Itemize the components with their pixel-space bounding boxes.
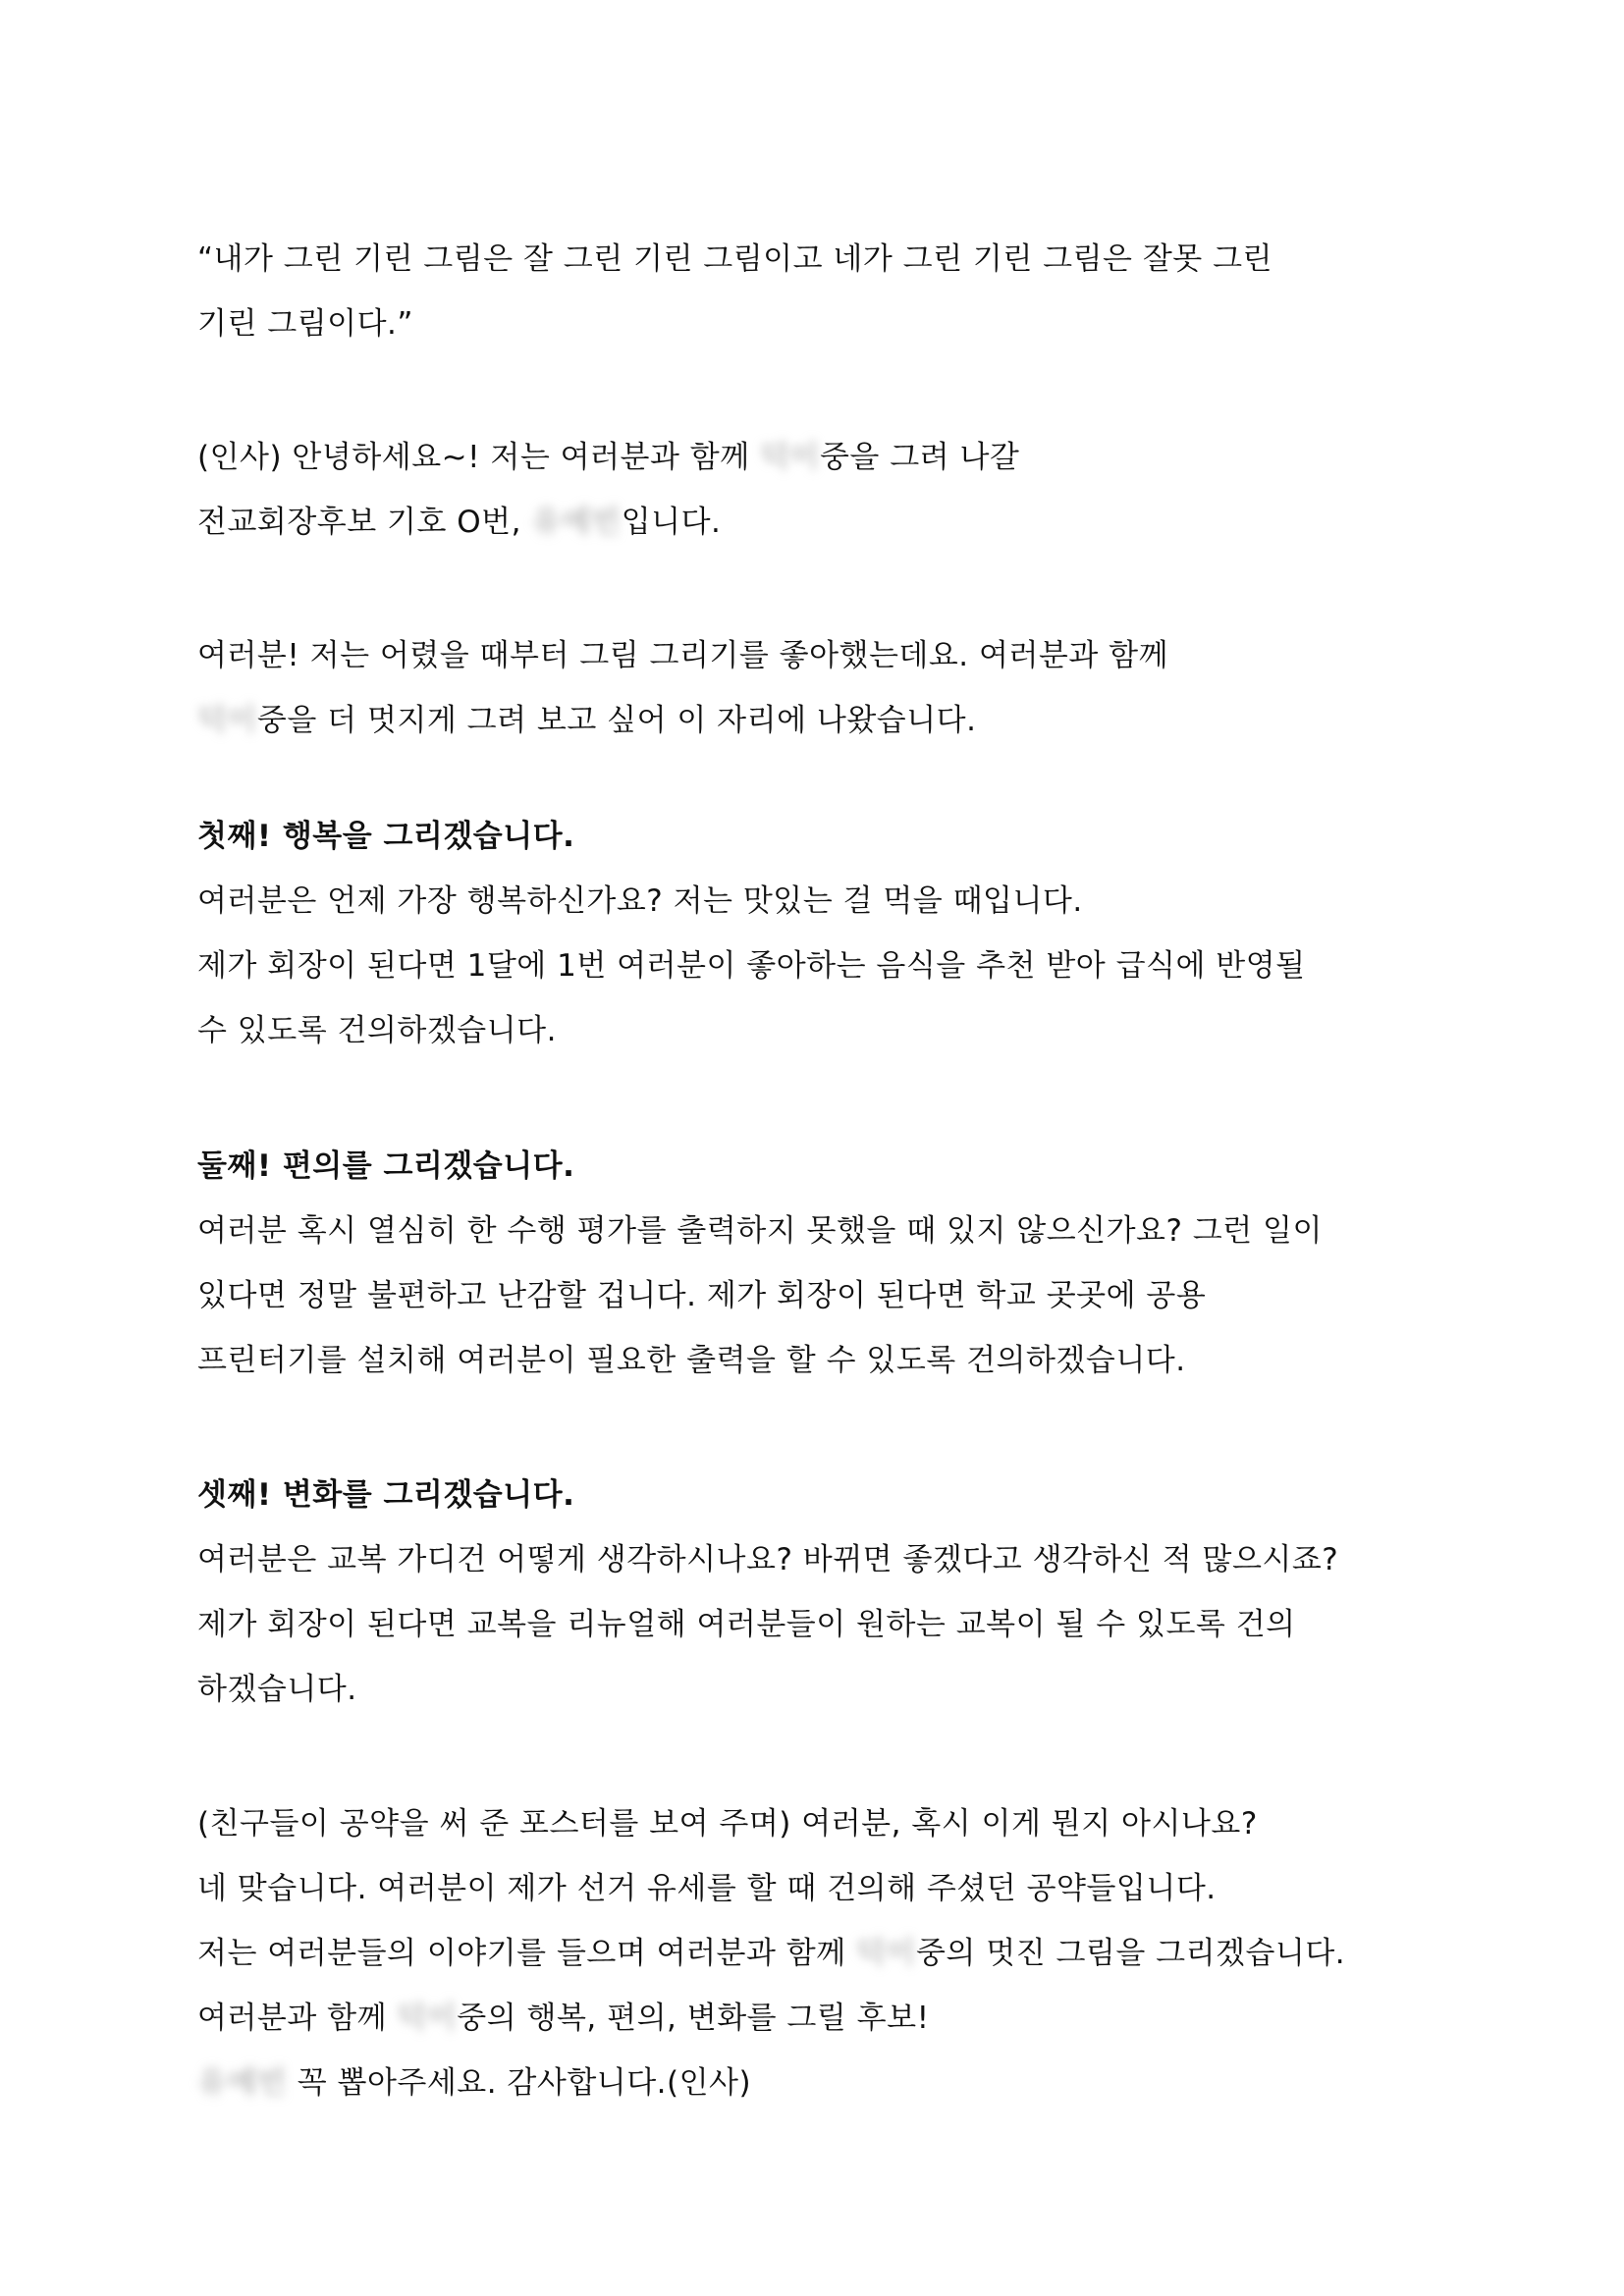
greeting-text-before: 전교회장후보 기호 O번, (197, 505, 532, 540)
redacted-school-name: 덕이 (197, 703, 257, 738)
pledge2-line-1: 여러분 혹시 열심히 한 수행 평가를 출력하지 못했을 때 있지 않으신가요? 그런 일이 (197, 1213, 1323, 1249)
redacted-school-name: 덕이 (397, 2001, 458, 2036)
redacted-candidate-name: 유예빈 (197, 2065, 288, 2101)
intro-quote-line-1: “내가 그린 기린 그림은 잘 그린 기린 그림이고 네가 그린 기린 그림은 잘못 그린 (197, 241, 1272, 277)
pledge3-line-1: 여러분은 교복 가디건 어떻게 생각하시나요? 바뀌면 좋겠다고 생각하신 적 많으시죠? (197, 1542, 1339, 1577)
pledge3-line-2: 제가 회장이 된다면 교복을 리뉴얼해 여러분들이 원하는 교복이 될 수 있도록 건의 (197, 1607, 1296, 1642)
redacted-school-name: 덕이 (760, 440, 820, 475)
closing-line-1: (친구들이 공약을 써 준 포스터를 보여 주며) 여러분, 혹시 이게 뭔지 아시나요? (197, 1806, 1258, 1842)
pledge1-line-3: 수 있도록 건의하겠습니다. (197, 1013, 557, 1048)
motivation-text-after: 중을 더 멋지게 그려 보고 싶어 이 자리에 나왔습니다. (256, 703, 977, 738)
pledge2-line-2: 있다면 정말 불편하고 난감할 겁니다. 제가 회장이 된다면 학교 곳곳에 공용 (197, 1278, 1207, 1313)
closing-line-5 (197, 2063, 751, 2103)
pledge1-line-1: 여러분은 언제 가장 행복하신가요? 저는 맛있는 걸 먹을 때입니다. (197, 883, 1083, 919)
pledge3-heading: 셋째! 변화를 그리겠습니다. (197, 1477, 575, 1513)
greeting-text-before: (인사) 안녕하세요~! 저는 여러분과 함께 (197, 440, 761, 475)
intro-quote-line-2: 기린 그림이다.” (197, 306, 413, 342)
closing-line-2: 네 맞습니다. 여러분이 제가 선거 유세를 할 때 건의해 주셨던 공약들입니다. (197, 1871, 1217, 1906)
motivation-line-1: 여러분! 저는 어렸을 때부터 그림 그리기를 좋아했는데요. 여러분과 함께 (197, 638, 1169, 673)
pledge3-line-3: 하겠습니다. (197, 1672, 357, 1707)
greeting-line-2 (197, 503, 721, 542)
greeting-line-1 (197, 438, 1019, 477)
redacted-candidate-name: 유예빈 (531, 505, 622, 540)
closing-line-3 (197, 1934, 1345, 1973)
pledge2-line-3: 프린터기를 설치해 여러분이 필요한 출력을 할 수 있도록 건의하겠습니다. (197, 1343, 1186, 1378)
motivation-line-2 (197, 701, 976, 740)
pledge2-heading: 둘째! 편의를 그리겠습니다. (197, 1148, 575, 1184)
closing-text-before: 저는 여러분들의 이야기를 들으며 여러분과 함께 (197, 1936, 857, 1971)
closing-text-after: 중의 멋진 그림을 그리겠습니다. (915, 1936, 1346, 1971)
closing-text-after: 중의 행복, 편의, 변화를 그릴 후보! (457, 2001, 930, 2036)
greeting-text-after: 중을 그려 나갈 (819, 440, 1020, 475)
pledge1-heading: 첫째! 행복을 그리겠습니다. (197, 819, 575, 854)
closing-text-before: 여러분과 함께 (197, 2001, 398, 2036)
pledge1-line-2: 제가 회장이 된다면 1달에 1번 여러분이 좋아하는 음식을 추천 받아 급식에 반영될 (197, 948, 1306, 984)
closing-text-after: 꼭 뽑아주세요. 감사합니다.(인사) (287, 2065, 752, 2101)
redacted-school-name: 덕이 (856, 1936, 916, 1971)
greeting-text-after: 입니다. (621, 505, 722, 540)
closing-line-4 (197, 1999, 930, 2038)
